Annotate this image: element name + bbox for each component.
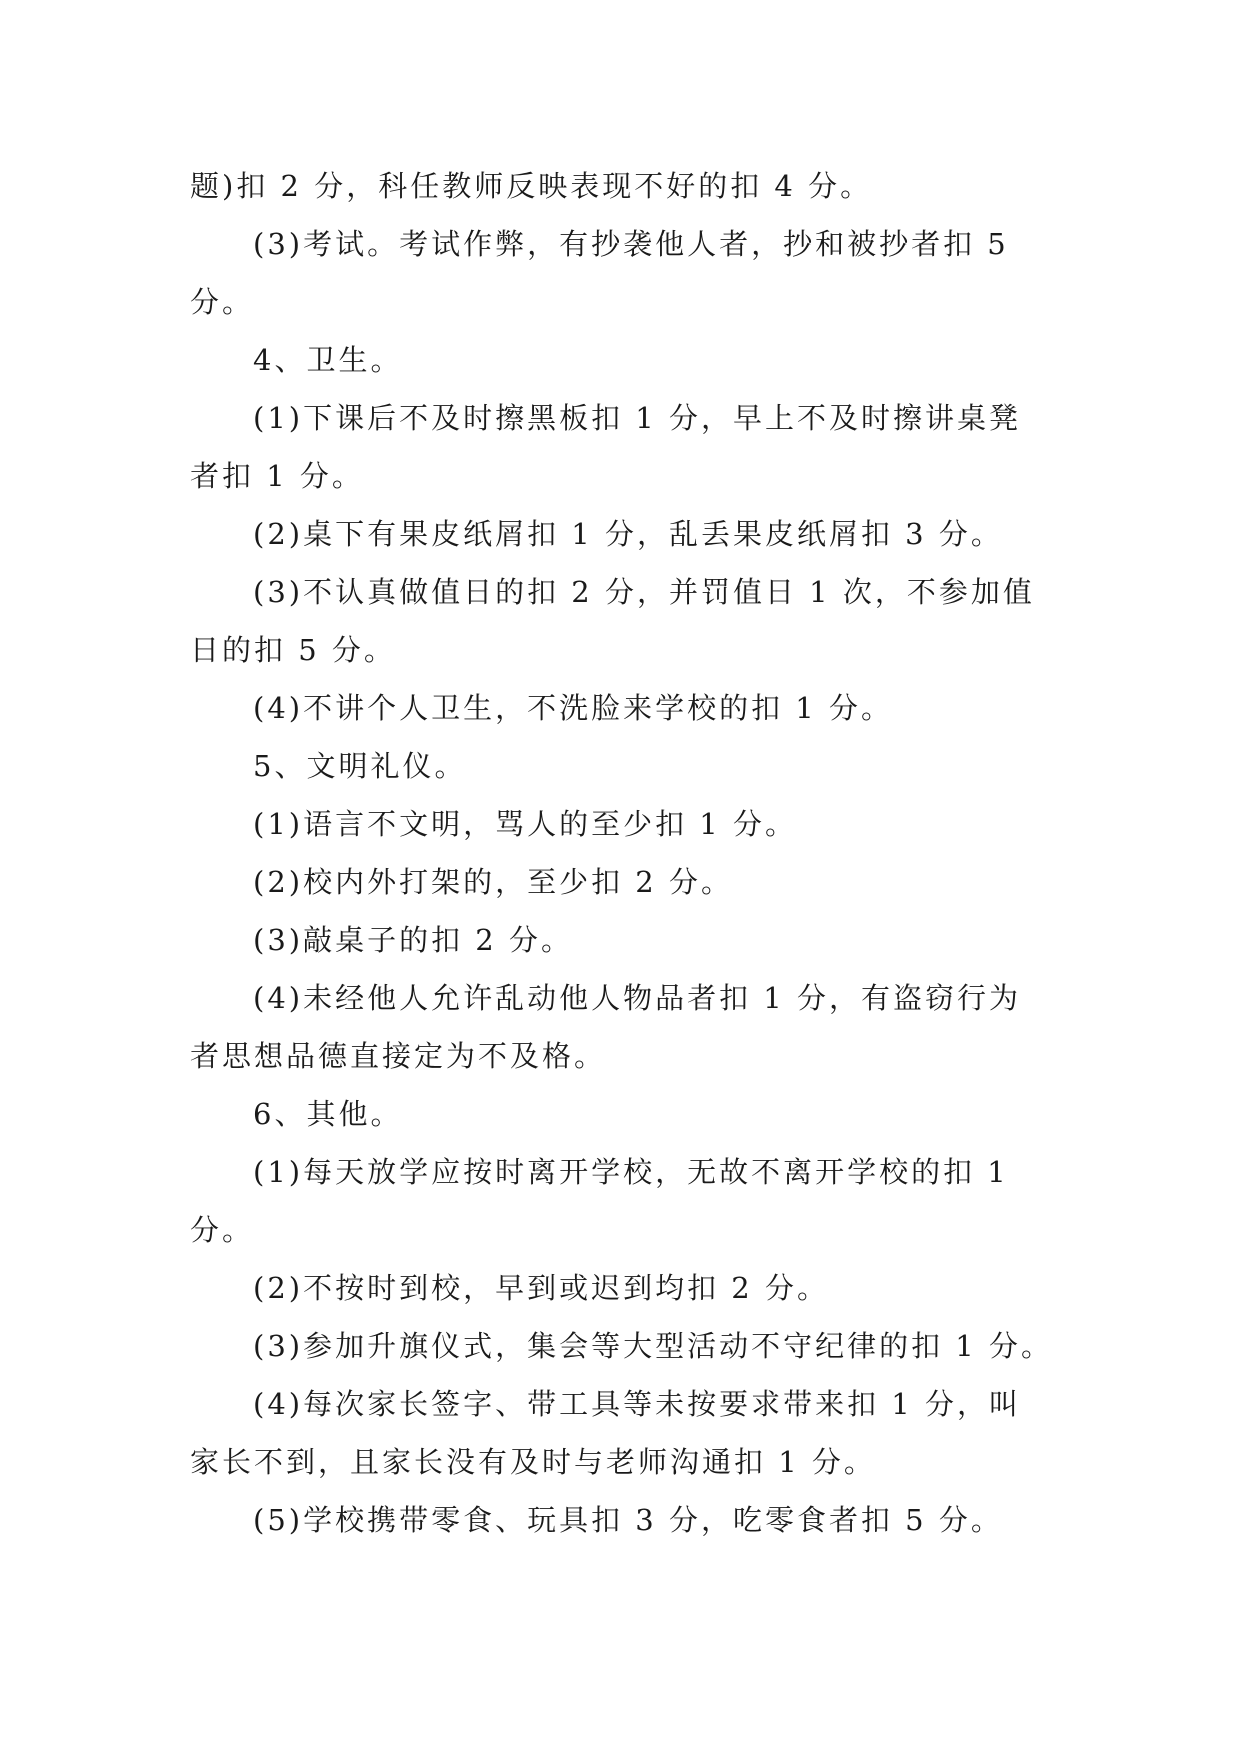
text-line: (2)校内外打架的，至少扣 2 分。 [253,865,733,899]
text-line: 者思想品德直接定为不及格。 [190,1039,607,1073]
text-line: (4)未经他人允许乱动他人物品者扣 1 分，有盗窃行为 [253,981,1021,1015]
text-line: (3)敲桌子的扣 2 分。 [253,923,573,957]
text-line: (2)桌下有果皮纸屑扣 1 分，乱丢果皮纸屑扣 3 分。 [253,517,1003,551]
text-line: 者扣 1 分。 [190,459,364,493]
text-line: (4)不讲个人卫生，不洗脸来学校的扣 1 分。 [253,691,893,725]
section-heading: 4、卫生。 [253,343,403,377]
section-heading: 5、文明礼仪。 [253,749,467,783]
text-line: (3)考试。考试作弊，有抄袭他人者，抄和被抄者扣 5 [253,227,1009,261]
text-line: 分。 [190,285,255,319]
text-line: (5)学校携带零食、玩具扣 3 分，吃零食者扣 5 分。 [253,1503,1003,1537]
section-heading: 6、其他。 [253,1097,403,1131]
text-line: (3)参加升旗仪式，集会等大型活动不守纪律的扣 1 分。 [253,1329,1053,1363]
text-line: (1)语言不文明，骂人的至少扣 1 分。 [253,807,797,841]
text-line: 分。 [190,1213,255,1247]
document-body [190,157,1070,1549]
text-line: 题)扣 2 分，科任教师反映表现不好的扣 4 分。 [190,169,873,203]
text-line: 家长不到，且家长没有及时与老师沟通扣 1 分。 [190,1445,876,1479]
text-line: (2)不按时到校，早到或迟到均扣 2 分。 [253,1271,829,1305]
text-line: (1)每天放学应按时离开学校，无故不离开学校的扣 1 [253,1155,1009,1189]
text-line: (1)下课后不及时擦黑板扣 1 分，早上不及时擦讲桌凳 [253,401,1021,435]
text-line: 日的扣 5 分。 [190,633,396,667]
text-line: (4)每次家长签字、带工具等未按要求带来扣 1 分，叫 [253,1387,1021,1421]
text-line: (3)不认真做值日的扣 2 分，并罚值日 1 次，不参加值 [253,575,1035,609]
